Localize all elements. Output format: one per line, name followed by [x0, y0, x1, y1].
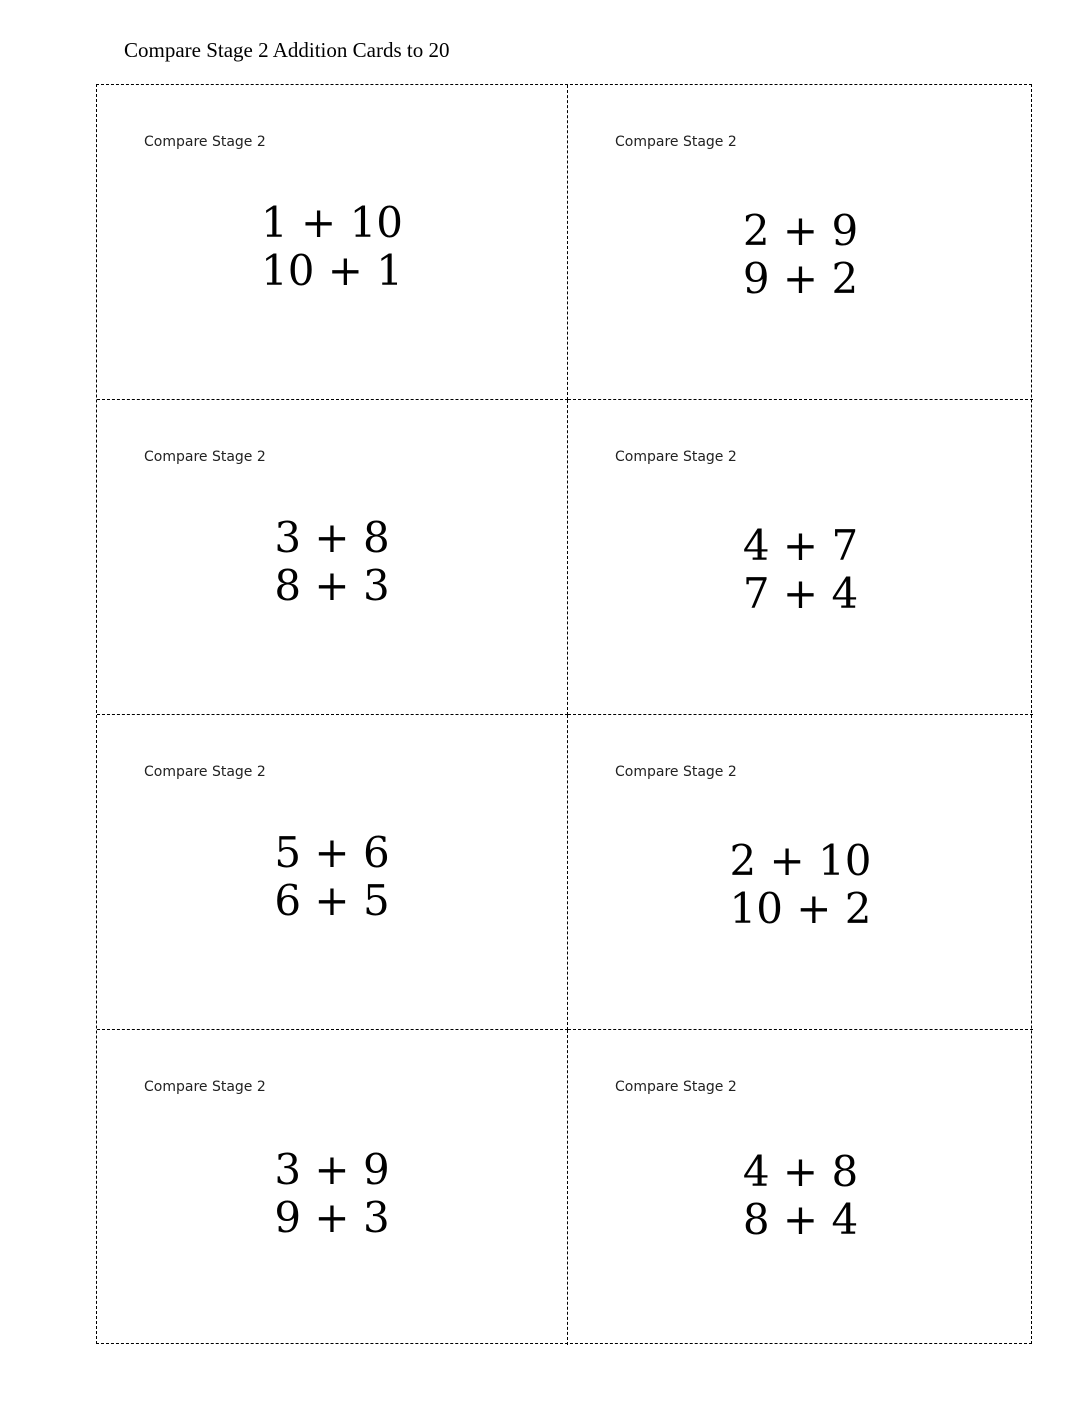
card-expressions: [97, 1146, 567, 1242]
expression-bottom: 7 + 4: [742, 569, 859, 618]
card-label: Compare Stage 2: [144, 134, 266, 150]
expression-top: 2 + 10: [729, 836, 872, 885]
flash-card: [97, 715, 568, 1030]
card-label: Compare Stage 2: [615, 134, 737, 150]
expression-top: 2 + 9: [742, 206, 859, 255]
expression-top: 4 + 7: [742, 521, 859, 570]
flash-card: [97, 85, 568, 400]
card-expressions: [568, 837, 1033, 933]
expression-bottom: 8 + 3: [274, 561, 390, 610]
expression-bottom: 8 + 4: [742, 1195, 859, 1244]
expression-top: 3 + 8: [274, 513, 390, 562]
card-expressions: [568, 522, 1033, 618]
expression-top: 4 + 8: [742, 1147, 859, 1196]
card-expressions: [97, 829, 567, 925]
expression-bottom: 9 + 3: [274, 1193, 390, 1242]
expression-bottom: 6 + 5: [274, 876, 390, 925]
card-label: Compare Stage 2: [615, 1079, 737, 1095]
page-title: Compare Stage 2 Addition Cards to 20: [124, 38, 450, 62]
expression-bottom: 10 + 1: [260, 246, 404, 295]
card-expressions: [568, 1148, 1033, 1244]
card-expressions: [97, 514, 567, 610]
expression-top: 5 + 6: [274, 828, 390, 877]
flash-card: [568, 715, 1033, 1030]
card-expressions: [97, 199, 567, 295]
expression-bottom: 9 + 2: [742, 254, 859, 303]
expression-top: 3 + 9: [274, 1145, 390, 1194]
expression-top: 1 + 10: [260, 198, 404, 247]
flash-card: [568, 85, 1033, 400]
card-label: Compare Stage 2: [615, 764, 737, 780]
card-sheet: [96, 84, 1032, 1344]
flash-card: [97, 1030, 568, 1345]
card-label: Compare Stage 2: [615, 449, 737, 465]
flash-card: [568, 400, 1033, 715]
card-expressions: [568, 207, 1033, 303]
card-label: Compare Stage 2: [144, 1079, 266, 1095]
expression-bottom: 10 + 2: [729, 884, 872, 933]
flash-card: [97, 400, 568, 715]
card-label: Compare Stage 2: [144, 449, 266, 465]
flash-card: [568, 1030, 1033, 1345]
card-label: Compare Stage 2: [144, 764, 266, 780]
